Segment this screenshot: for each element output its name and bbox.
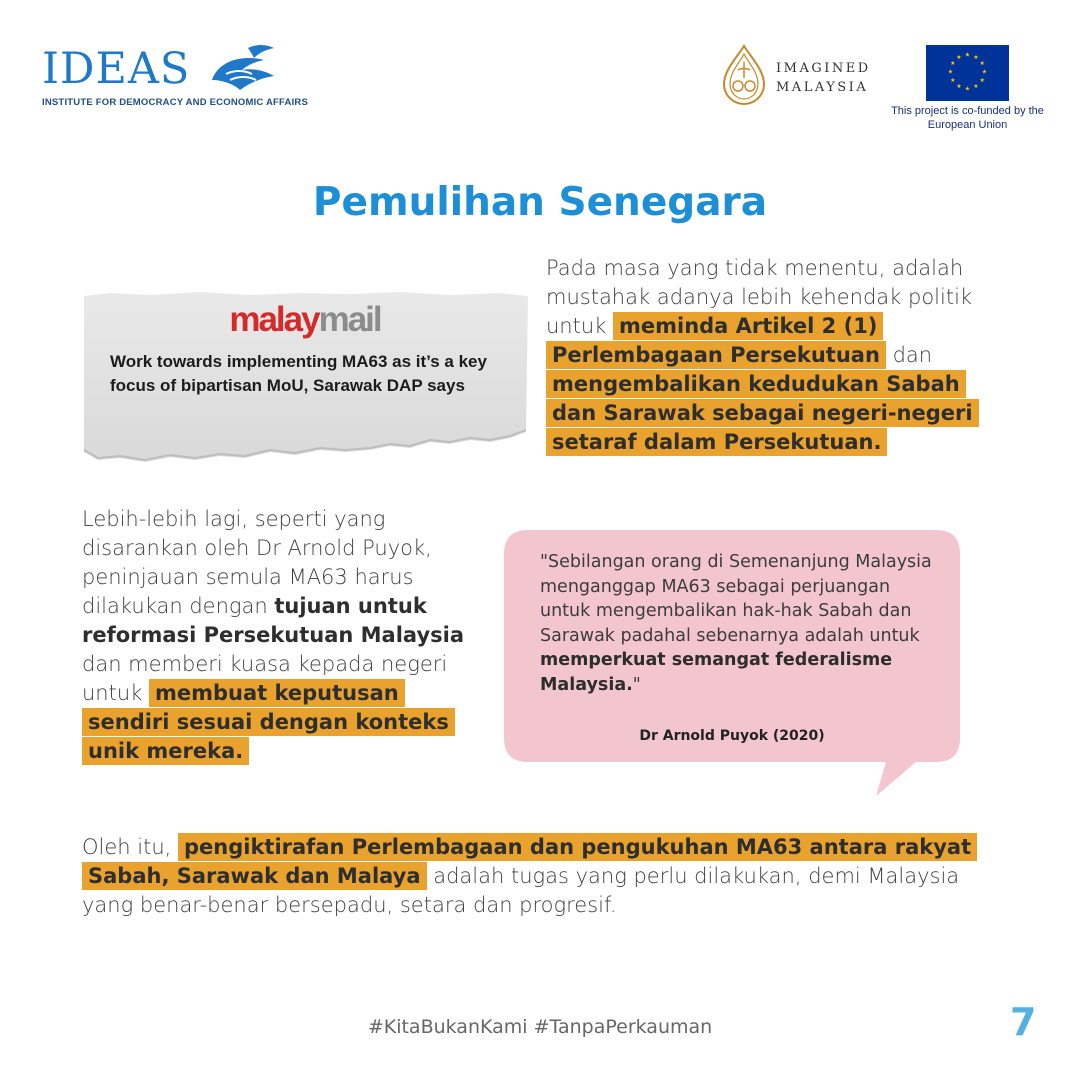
para3-text-b: adalah tugas yang perlu dilakukan, demi Malaysia yang benar-benar bersepadu, setara dan progresif. <box>82 864 960 917</box>
bird-icon <box>204 40 282 98</box>
malaymail-logo-part-a: malay <box>229 300 319 339</box>
para3-highlight-a: pengiktirafan Perlembagaan dan pengukuhan MA63 antara rakyat Sabah, Sarawak dan Malaya <box>82 833 977 890</box>
paragraph-1 <box>546 254 996 457</box>
para1-text-b: dan <box>885 343 933 367</box>
para2-bold-a: tujuan untuk reformasi Persekutuan Malaysia <box>82 594 464 647</box>
clipping-headline: Work towards implementing MA63 as it’s a key focus of bipartisan MoU, Sarawak DAP says <box>110 352 487 395</box>
svg-text:★: ★ <box>964 51 971 59</box>
ideas-wordmark: IDEAS <box>42 44 191 94</box>
para3-text-a: Oleh itu, <box>82 835 178 859</box>
news-clipping <box>80 292 530 467</box>
svg-text:★: ★ <box>979 77 985 84</box>
svg-text:★: ★ <box>947 68 954 76</box>
quote-bold-a: memperkuat semangat federalisme Malaysia. <box>540 650 893 695</box>
ideas-tagline: INSTITUTE FOR DEMOCRACY AND ECONOMIC AFFAIRS <box>42 97 309 108</box>
para2-highlight-a: membuat keputusan sendiri sesuai dengan konteks unik mereka. <box>82 679 455 765</box>
svg-text:★: ★ <box>981 68 988 76</box>
para2-text-a: Lebih-lebih lagi, seperti yang disarankan oleh Dr Arnold Puyok, peninjauan semula MA63 harus dilakukan dengan <box>82 507 432 618</box>
page-title: Pemulihan Senegara <box>312 180 768 225</box>
svg-text:★: ★ <box>956 83 962 91</box>
malaymail-logo <box>80 302 530 337</box>
quote-text <box>540 550 945 697</box>
ideas-logo <box>42 40 309 115</box>
svg-text:★: ★ <box>964 85 971 93</box>
imagined-line: IMAGINED <box>776 61 871 76</box>
svg-text:★: ★ <box>973 53 979 61</box>
paragraph-2 <box>82 505 482 766</box>
quote-text-a: "Sebilangan orang di Semenanjung Malaysia menganggap MA63 sebagai perjuangan untuk mengembalikan hak-hak Sabah dan Sarawak padahal sebenarnya adalah untuk <box>540 552 932 646</box>
quote-bubble <box>504 530 960 798</box>
imagined-malaysia-logo <box>720 44 895 106</box>
para1-text-a: Pada masa yang tidak menentu, adalah mustahak adanya lebih kehendak politik untuk <box>546 256 973 338</box>
malaymail-logo-part-b: mail <box>318 300 381 339</box>
paragraph-3 <box>82 833 1002 920</box>
quote-author: Dr Arnold Puyok (2020) <box>639 728 825 744</box>
para1-highlight-a: meminda Artikel 2 (1) Perlembagaan Persekutuan <box>546 312 886 369</box>
page-number: 7 <box>1010 1000 1037 1044</box>
imagined-malaysia-wordmark <box>776 60 871 98</box>
svg-text:★: ★ <box>979 60 985 67</box>
svg-text:★: ★ <box>973 83 979 91</box>
svg-text:★: ★ <box>956 53 962 61</box>
hashtags: #KitaBukanKami #TanpaPerkauman <box>367 1016 713 1038</box>
malaysia-line: MALAYSIA <box>776 79 869 95</box>
para2-text-b: dan memberi kuasa kepada negeri untuk <box>82 652 448 705</box>
eu-flag-icon <box>926 45 1009 101</box>
quote-text-b: " <box>632 674 641 695</box>
eu-cofunded-caption: This project is co-funded by the European Union <box>891 105 1044 132</box>
para1-highlight-b: mengembalikan kedudukan Sabah dan Sarawak sebagai negeri-negeri setaraf dalam Persekutuan. <box>546 370 979 456</box>
wayang-kulit-icon <box>720 44 768 106</box>
svg-text:★: ★ <box>950 60 956 67</box>
svg-text:★: ★ <box>950 77 956 84</box>
